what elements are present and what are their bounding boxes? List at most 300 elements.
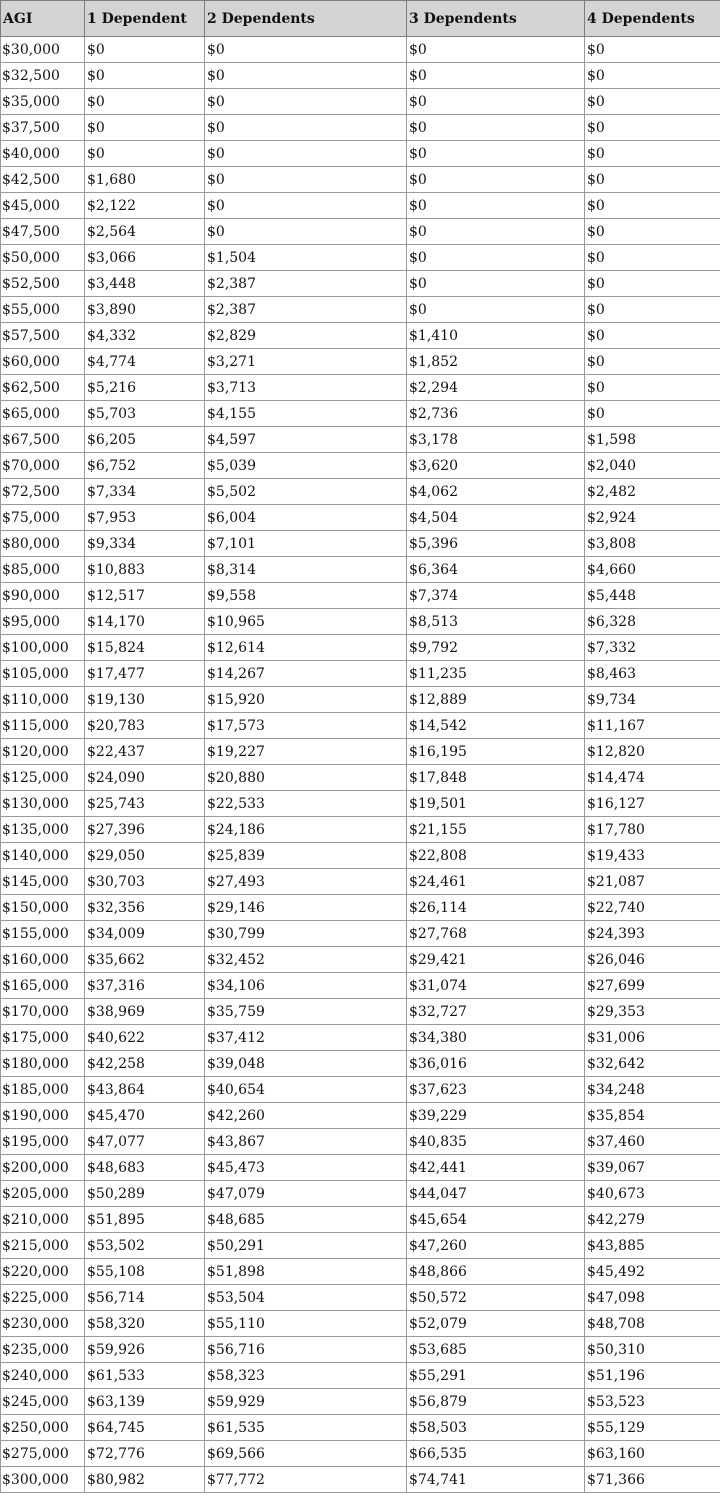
dependents-3-cell: $37,623 xyxy=(407,1077,585,1103)
agi-cell: $110,000 xyxy=(1,687,85,713)
dependents-3-cell: $14,542 xyxy=(407,713,585,739)
dependents-3-cell: $53,685 xyxy=(407,1337,585,1363)
dependent-1-cell: $63,139 xyxy=(85,1389,205,1415)
dependent-1-cell: $0 xyxy=(85,89,205,115)
table-row xyxy=(1,115,720,141)
table-body xyxy=(1,37,720,1493)
dependent-1-cell: $40,622 xyxy=(85,1025,205,1051)
agi-cell: $80,000 xyxy=(1,531,85,557)
dependents-2-cell: $0 xyxy=(205,63,407,89)
dependents-2-cell: $59,929 xyxy=(205,1389,407,1415)
dependents-2-cell: $19,227 xyxy=(205,739,407,765)
dependents-3-cell: $1,410 xyxy=(407,323,585,349)
dependent-1-cell: $0 xyxy=(85,115,205,141)
dependents-2-cell: $56,716 xyxy=(205,1337,407,1363)
table-row xyxy=(1,453,720,479)
agi-cell: $52,500 xyxy=(1,271,85,297)
table-row xyxy=(1,375,720,401)
dependents-2-cell: $29,146 xyxy=(205,895,407,921)
dependents-3-cell: $0 xyxy=(407,193,585,219)
dependents-3-cell: $55,291 xyxy=(407,1363,585,1389)
dependents-2-cell: $55,110 xyxy=(205,1311,407,1337)
dependents-4-cell: $12,820 xyxy=(585,739,720,765)
dependent-1-cell: $34,009 xyxy=(85,921,205,947)
dependents-2-cell: $0 xyxy=(205,37,407,63)
dependents-4-cell: $32,642 xyxy=(585,1051,720,1077)
dependents-3-cell: $44,047 xyxy=(407,1181,585,1207)
table-row xyxy=(1,219,720,245)
dependents-4-cell: $0 xyxy=(585,89,720,115)
dependents-4-cell: $50,310 xyxy=(585,1337,720,1363)
agi-cell: $245,000 xyxy=(1,1389,85,1415)
dependents-3-cell: $48,866 xyxy=(407,1259,585,1285)
dependent-1-cell: $47,077 xyxy=(85,1129,205,1155)
dependents-2-cell: $9,558 xyxy=(205,583,407,609)
dependents-2-cell: $61,535 xyxy=(205,1415,407,1441)
table-row xyxy=(1,63,720,89)
dependents-3-cell: $6,364 xyxy=(407,557,585,583)
table-row xyxy=(1,1025,720,1051)
dependents-4-cell: $35,854 xyxy=(585,1103,720,1129)
dependents-2-cell: $51,898 xyxy=(205,1259,407,1285)
dependent-1-cell: $51,895 xyxy=(85,1207,205,1233)
dependents-4-cell: $0 xyxy=(585,349,720,375)
table-row xyxy=(1,1363,720,1389)
dependents-4-cell: $39,067 xyxy=(585,1155,720,1181)
dependents-2-cell: $7,101 xyxy=(205,531,407,557)
dependent-1-cell: $3,066 xyxy=(85,245,205,271)
table-row xyxy=(1,141,720,167)
dependents-3-cell: $22,808 xyxy=(407,843,585,869)
table-row xyxy=(1,531,720,557)
table-row xyxy=(1,791,720,817)
agi-cell: $95,000 xyxy=(1,609,85,635)
agi-cell: $37,500 xyxy=(1,115,85,141)
agi-cell: $105,000 xyxy=(1,661,85,687)
dependents-3-cell: $4,062 xyxy=(407,479,585,505)
dependents-3-cell: $0 xyxy=(407,63,585,89)
dependent-1-cell: $50,289 xyxy=(85,1181,205,1207)
dependent-1-cell: $53,502 xyxy=(85,1233,205,1259)
dependents-4-cell: $9,734 xyxy=(585,687,720,713)
dependents-2-cell: $14,267 xyxy=(205,661,407,687)
header-agi: AGI xyxy=(1,1,85,37)
agi-cell: $235,000 xyxy=(1,1337,85,1363)
dependents-3-cell: $52,079 xyxy=(407,1311,585,1337)
dependents-4-cell: $29,353 xyxy=(585,999,720,1025)
agi-cell: $230,000 xyxy=(1,1311,85,1337)
agi-cell: $55,000 xyxy=(1,297,85,323)
dependents-2-cell: $22,533 xyxy=(205,791,407,817)
table-row xyxy=(1,1051,720,1077)
table-row xyxy=(1,817,720,843)
agi-cell: $190,000 xyxy=(1,1103,85,1129)
dependents-2-cell: $15,920 xyxy=(205,687,407,713)
table-row xyxy=(1,999,720,1025)
dependents-2-cell: $45,473 xyxy=(205,1155,407,1181)
dependent-1-cell: $4,774 xyxy=(85,349,205,375)
dependent-1-cell: $20,783 xyxy=(85,713,205,739)
table-row xyxy=(1,661,720,687)
dependents-3-cell: $1,852 xyxy=(407,349,585,375)
agi-cell: $72,500 xyxy=(1,479,85,505)
agi-cell: $165,000 xyxy=(1,973,85,999)
table-row xyxy=(1,193,720,219)
dependents-3-cell: $3,178 xyxy=(407,427,585,453)
dependents-2-cell: $2,829 xyxy=(205,323,407,349)
dependents-2-cell: $24,186 xyxy=(205,817,407,843)
agi-cell: $215,000 xyxy=(1,1233,85,1259)
dependents-3-cell: $19,501 xyxy=(407,791,585,817)
dependents-2-cell: $77,772 xyxy=(205,1467,407,1493)
dependents-4-cell: $0 xyxy=(585,37,720,63)
table-row xyxy=(1,427,720,453)
dependents-4-cell: $0 xyxy=(585,141,720,167)
agi-cell: $62,500 xyxy=(1,375,85,401)
table-row xyxy=(1,635,720,661)
dependents-4-cell: $0 xyxy=(585,63,720,89)
dependents-2-cell: $37,412 xyxy=(205,1025,407,1051)
table-header xyxy=(1,1,720,37)
dependents-3-cell: $5,396 xyxy=(407,531,585,557)
agi-cell: $125,000 xyxy=(1,765,85,791)
dependents-2-cell: $0 xyxy=(205,167,407,193)
dependents-4-cell: $31,006 xyxy=(585,1025,720,1051)
dependents-3-cell: $40,835 xyxy=(407,1129,585,1155)
dependent-1-cell: $19,130 xyxy=(85,687,205,713)
agi-cell: $75,000 xyxy=(1,505,85,531)
dependents-4-cell: $0 xyxy=(585,115,720,141)
dependents-3-cell: $42,441 xyxy=(407,1155,585,1181)
dependents-3-cell: $26,114 xyxy=(407,895,585,921)
dependents-3-cell: $31,074 xyxy=(407,973,585,999)
dependents-4-cell: $6,328 xyxy=(585,609,720,635)
agi-cell: $135,000 xyxy=(1,817,85,843)
agi-cell: $275,000 xyxy=(1,1441,85,1467)
dependent-1-cell: $43,864 xyxy=(85,1077,205,1103)
agi-cell: $47,500 xyxy=(1,219,85,245)
dependents-3-cell: $29,421 xyxy=(407,947,585,973)
dependents-3-cell: $7,374 xyxy=(407,583,585,609)
dependent-1-cell: $6,752 xyxy=(85,453,205,479)
table-row xyxy=(1,1077,720,1103)
dependents-4-cell: $2,482 xyxy=(585,479,720,505)
table-row xyxy=(1,1259,720,1285)
dependents-2-cell: $0 xyxy=(205,89,407,115)
dependents-2-cell: $34,106 xyxy=(205,973,407,999)
header-row xyxy=(1,1,720,37)
header-1-dependent: 1 Dependent xyxy=(85,1,205,37)
table-row xyxy=(1,973,720,999)
dependent-1-cell: $0 xyxy=(85,63,205,89)
dependents-4-cell: $0 xyxy=(585,323,720,349)
dependent-1-cell: $37,316 xyxy=(85,973,205,999)
dependents-4-cell: $8,463 xyxy=(585,661,720,687)
agi-cell: $155,000 xyxy=(1,921,85,947)
table-row xyxy=(1,1389,720,1415)
table-row xyxy=(1,89,720,115)
dependents-4-cell: $22,740 xyxy=(585,895,720,921)
dependents-3-cell: $8,513 xyxy=(407,609,585,635)
dependents-2-cell: $0 xyxy=(205,219,407,245)
agi-cell: $65,000 xyxy=(1,401,85,427)
dependents-2-cell: $47,079 xyxy=(205,1181,407,1207)
table-row xyxy=(1,37,720,63)
table-row xyxy=(1,687,720,713)
agi-cell: $145,000 xyxy=(1,869,85,895)
dependents-3-cell: $0 xyxy=(407,115,585,141)
dependents-2-cell: $42,260 xyxy=(205,1103,407,1129)
dependents-4-cell: $47,098 xyxy=(585,1285,720,1311)
dependents-4-cell: $11,167 xyxy=(585,713,720,739)
agi-cell: $57,500 xyxy=(1,323,85,349)
table-row xyxy=(1,349,720,375)
dependents-2-cell: $69,566 xyxy=(205,1441,407,1467)
table-row xyxy=(1,505,720,531)
dependents-4-cell: $45,492 xyxy=(585,1259,720,1285)
agi-cell: $300,000 xyxy=(1,1467,85,1493)
agi-cell: $50,000 xyxy=(1,245,85,271)
dependents-4-cell: $0 xyxy=(585,271,720,297)
dependent-1-cell: $35,662 xyxy=(85,947,205,973)
agi-cell: $100,000 xyxy=(1,635,85,661)
dependents-2-cell: $0 xyxy=(205,141,407,167)
dependent-1-cell: $55,108 xyxy=(85,1259,205,1285)
dependent-1-cell: $64,745 xyxy=(85,1415,205,1441)
header-2-dependents: 2 Dependents xyxy=(205,1,407,37)
dependents-4-cell: $1,598 xyxy=(585,427,720,453)
dependent-1-cell: $5,216 xyxy=(85,375,205,401)
table-row xyxy=(1,323,720,349)
dependents-4-cell: $24,393 xyxy=(585,921,720,947)
dependent-1-cell: $0 xyxy=(85,141,205,167)
dependents-4-cell: $21,087 xyxy=(585,869,720,895)
table-row xyxy=(1,921,720,947)
dependent-1-cell: $80,982 xyxy=(85,1467,205,1493)
dependent-1-cell: $48,683 xyxy=(85,1155,205,1181)
dependents-3-cell: $11,235 xyxy=(407,661,585,687)
dependents-4-cell: $26,046 xyxy=(585,947,720,973)
table-row xyxy=(1,1103,720,1129)
dependents-4-cell: $0 xyxy=(585,401,720,427)
dependents-2-cell: $20,880 xyxy=(205,765,407,791)
dependent-1-cell: $27,396 xyxy=(85,817,205,843)
dependent-1-cell: $59,926 xyxy=(85,1337,205,1363)
dependents-3-cell: $45,654 xyxy=(407,1207,585,1233)
dependent-1-cell: $38,969 xyxy=(85,999,205,1025)
dependents-2-cell: $8,314 xyxy=(205,557,407,583)
dependent-1-cell: $4,332 xyxy=(85,323,205,349)
dependent-1-cell: $7,953 xyxy=(85,505,205,531)
dependents-4-cell: $0 xyxy=(585,193,720,219)
table-row xyxy=(1,271,720,297)
dependent-1-cell: $58,320 xyxy=(85,1311,205,1337)
dependents-3-cell: $0 xyxy=(407,141,585,167)
table-row xyxy=(1,895,720,921)
dependent-1-cell: $12,517 xyxy=(85,583,205,609)
dependents-3-cell: $27,768 xyxy=(407,921,585,947)
header-4-dependents: 4 Dependents xyxy=(585,1,720,37)
dependent-1-cell: $6,205 xyxy=(85,427,205,453)
dependents-2-cell: $30,799 xyxy=(205,921,407,947)
table-row xyxy=(1,869,720,895)
dependent-1-cell: $3,890 xyxy=(85,297,205,323)
table-row xyxy=(1,167,720,193)
dependents-4-cell: $27,699 xyxy=(585,973,720,999)
dependents-3-cell: $50,572 xyxy=(407,1285,585,1311)
table-row xyxy=(1,713,720,739)
dependents-2-cell: $12,614 xyxy=(205,635,407,661)
dependents-4-cell: $0 xyxy=(585,245,720,271)
dependent-1-cell: $61,533 xyxy=(85,1363,205,1389)
dependents-3-cell: $74,741 xyxy=(407,1467,585,1493)
dependent-1-cell: $15,824 xyxy=(85,635,205,661)
dependent-1-cell: $24,090 xyxy=(85,765,205,791)
agi-cell: $115,000 xyxy=(1,713,85,739)
dependent-1-cell: $7,334 xyxy=(85,479,205,505)
dependents-2-cell: $53,504 xyxy=(205,1285,407,1311)
dependents-3-cell: $0 xyxy=(407,297,585,323)
dependents-2-cell: $25,839 xyxy=(205,843,407,869)
dependents-3-cell: $0 xyxy=(407,245,585,271)
dependents-2-cell: $43,867 xyxy=(205,1129,407,1155)
dependents-3-cell: $32,727 xyxy=(407,999,585,1025)
table-row xyxy=(1,583,720,609)
table-row xyxy=(1,1441,720,1467)
dependent-1-cell: $2,122 xyxy=(85,193,205,219)
agi-cell: $195,000 xyxy=(1,1129,85,1155)
dependents-2-cell: $2,387 xyxy=(205,297,407,323)
agi-cell: $60,000 xyxy=(1,349,85,375)
dependents-3-cell: $24,461 xyxy=(407,869,585,895)
dependents-3-cell: $0 xyxy=(407,271,585,297)
dependent-1-cell: $22,437 xyxy=(85,739,205,765)
dependents-2-cell: $39,048 xyxy=(205,1051,407,1077)
dependents-4-cell: $3,808 xyxy=(585,531,720,557)
dependent-1-cell: $10,883 xyxy=(85,557,205,583)
dependents-4-cell: $0 xyxy=(585,297,720,323)
dependent-1-cell: $5,703 xyxy=(85,401,205,427)
dependent-1-cell: $1,680 xyxy=(85,167,205,193)
agi-cell: $225,000 xyxy=(1,1285,85,1311)
agi-cell: $170,000 xyxy=(1,999,85,1025)
agi-cell: $40,000 xyxy=(1,141,85,167)
table-row xyxy=(1,1285,720,1311)
table-row xyxy=(1,479,720,505)
dependents-2-cell: $17,573 xyxy=(205,713,407,739)
dependents-3-cell: $47,260 xyxy=(407,1233,585,1259)
dependent-1-cell: $2,564 xyxy=(85,219,205,245)
agi-cell: $32,500 xyxy=(1,63,85,89)
table-row xyxy=(1,245,720,271)
dependents-3-cell: $4,504 xyxy=(407,505,585,531)
agi-cell: $30,000 xyxy=(1,37,85,63)
dependents-4-cell: $40,673 xyxy=(585,1181,720,1207)
dependents-2-cell: $6,004 xyxy=(205,505,407,531)
dependents-4-cell: $16,127 xyxy=(585,791,720,817)
dependent-1-cell: $29,050 xyxy=(85,843,205,869)
table-row xyxy=(1,947,720,973)
dependents-4-cell: $0 xyxy=(585,167,720,193)
dependents-2-cell: $3,271 xyxy=(205,349,407,375)
dependents-3-cell: $17,848 xyxy=(407,765,585,791)
dependent-1-cell: $14,170 xyxy=(85,609,205,635)
dependents-2-cell: $0 xyxy=(205,115,407,141)
agi-cell: $185,000 xyxy=(1,1077,85,1103)
dependents-2-cell: $58,323 xyxy=(205,1363,407,1389)
table-row xyxy=(1,609,720,635)
dependents-3-cell: $2,736 xyxy=(407,401,585,427)
agi-cell: $90,000 xyxy=(1,583,85,609)
dependents-3-cell: $2,294 xyxy=(407,375,585,401)
table-row xyxy=(1,557,720,583)
dependents-2-cell: $48,685 xyxy=(205,1207,407,1233)
agi-cell: $210,000 xyxy=(1,1207,85,1233)
agi-cell: $45,000 xyxy=(1,193,85,219)
dependents-4-cell: $7,332 xyxy=(585,635,720,661)
dependents-4-cell: $34,248 xyxy=(585,1077,720,1103)
dependents-3-cell: $39,229 xyxy=(407,1103,585,1129)
dependents-4-cell: $43,885 xyxy=(585,1233,720,1259)
dependents-2-cell: $2,387 xyxy=(205,271,407,297)
dependents-4-cell: $37,460 xyxy=(585,1129,720,1155)
table-row xyxy=(1,739,720,765)
dependents-3-cell: $21,155 xyxy=(407,817,585,843)
dependent-1-cell: $0 xyxy=(85,37,205,63)
dependents-4-cell: $0 xyxy=(585,375,720,401)
dependent-1-cell: $3,448 xyxy=(85,271,205,297)
dependents-2-cell: $10,965 xyxy=(205,609,407,635)
agi-cell: $130,000 xyxy=(1,791,85,817)
dependents-2-cell: $32,452 xyxy=(205,947,407,973)
dependents-2-cell: $5,502 xyxy=(205,479,407,505)
agi-cell: $220,000 xyxy=(1,1259,85,1285)
agi-cell: $140,000 xyxy=(1,843,85,869)
dependents-3-cell: $0 xyxy=(407,37,585,63)
agi-cell: $150,000 xyxy=(1,895,85,921)
dependents-4-cell: $53,523 xyxy=(585,1389,720,1415)
agi-cell: $67,500 xyxy=(1,427,85,453)
agi-cell: $180,000 xyxy=(1,1051,85,1077)
dependents-3-cell: $56,879 xyxy=(407,1389,585,1415)
agi-cell: $70,000 xyxy=(1,453,85,479)
dependent-1-cell: $42,258 xyxy=(85,1051,205,1077)
table-row xyxy=(1,1207,720,1233)
dependents-3-cell: $58,503 xyxy=(407,1415,585,1441)
dependents-4-cell: $55,129 xyxy=(585,1415,720,1441)
agi-cell: $205,000 xyxy=(1,1181,85,1207)
agi-cell: $35,000 xyxy=(1,89,85,115)
dependents-3-cell: $36,016 xyxy=(407,1051,585,1077)
header-3-dependents: 3 Dependents xyxy=(407,1,585,37)
dependent-1-cell: $32,356 xyxy=(85,895,205,921)
table-row xyxy=(1,1415,720,1441)
dependents-2-cell: $1,504 xyxy=(205,245,407,271)
dependents-4-cell: $48,708 xyxy=(585,1311,720,1337)
agi-cell: $160,000 xyxy=(1,947,85,973)
dependents-3-cell: $16,195 xyxy=(407,739,585,765)
table-row xyxy=(1,1467,720,1493)
dependent-1-cell: $72,776 xyxy=(85,1441,205,1467)
dependents-2-cell: $35,759 xyxy=(205,999,407,1025)
agi-cell: $85,000 xyxy=(1,557,85,583)
agi-cell: $200,000 xyxy=(1,1155,85,1181)
dependents-4-cell: $4,660 xyxy=(585,557,720,583)
dependents-2-cell: $27,493 xyxy=(205,869,407,895)
dependent-1-cell: $17,477 xyxy=(85,661,205,687)
dependents-4-cell: $71,366 xyxy=(585,1467,720,1493)
agi-cell: $240,000 xyxy=(1,1363,85,1389)
